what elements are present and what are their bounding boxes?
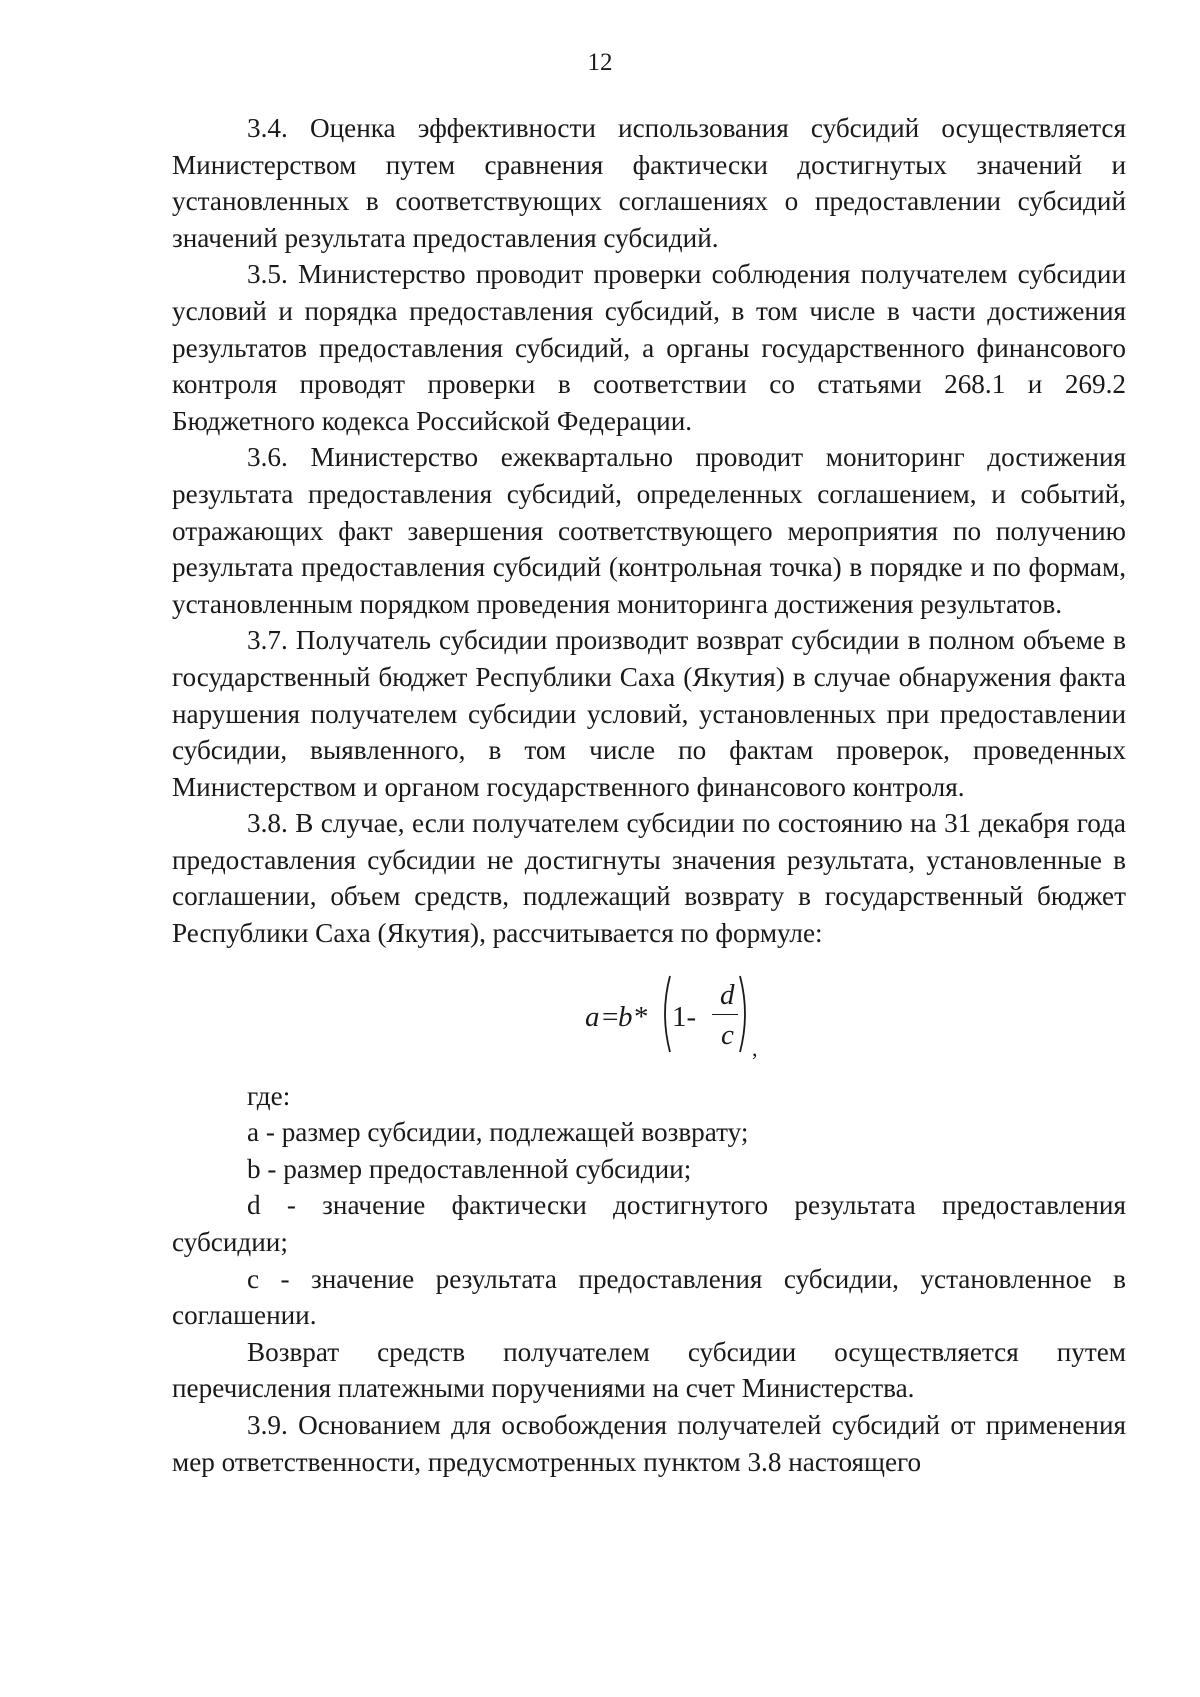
paragraph-3-8: 3.8. В случае, если получателем субсидии по состоянию на 31 декабря года предоставления субсидии не достигнуты значения результата, установленные в соглашении, объем средств, подлежащий возврату в государственный бюджет Республики Саха (Якутия), рассчитывается по формуле: <box>172 808 1126 949</box>
paragraph-3-6: 3.6. Министерство ежеквартально проводит мониторинг достижения результата предоставления субсидий, определенных соглашением, и событий, отражающих факт завершения соответствующего мероприятия по получению результата предоставления субсидий (контрольная точка) в порядке и по формам, установленным порядком проведения мониторинга достижения результатов. <box>172 442 1126 619</box>
definition-d: d - значение фактически достигнутого результата предоставления субсидии; <box>172 1190 1126 1258</box>
formula-numerator: d <box>720 978 735 1011</box>
formula-one-minus: 1- <box>672 1000 697 1033</box>
definition-a: a - размер субсидии, подлежащей возврату; <box>247 1117 749 1148</box>
fraction-bar <box>712 1014 738 1016</box>
document-body <box>172 110 1126 1480</box>
paragraph-3-5: 3.5. Министерство проводит проверки соблюдения получателем субсидии условий и порядка предоставления субсидий, в том числе в части достижения результатов предоставления субсидий, а органы государственного финансового контроля проводят проверки в соответствии со статьями 268.1 и 269.2 Бюджетного кодекса Российской Федерации. <box>172 259 1126 436</box>
where-label: где: <box>247 1080 291 1111</box>
formula-times: * <box>634 1000 649 1033</box>
definition-c: c - значение результата предоставления субсидии, установленное в соглашении. <box>172 1263 1126 1331</box>
refund-formula <box>172 952 1126 1078</box>
formula-lhs: a <box>585 1000 600 1033</box>
page-number: 12 <box>587 49 613 76</box>
paragraph-3-4: 3.4. Оценка эффективности использования субсидий осуществляется Министерством путем сравнения фактически достигнутых значений и установленных в соответствующих соглашениях о предоставлении субсидий значений результата предоставления субсидий. <box>172 113 1126 253</box>
left-parenthesis <box>658 974 672 1054</box>
formula-b: b <box>618 1000 633 1033</box>
paragraph-3-9: 3.9. Основанием для освобождения получателей субсидий от применения мер ответственности, предусмотренных пунктом 3.8 настоящего <box>172 1410 1126 1477</box>
formula-comma: , <box>752 1035 758 1061</box>
formula-equals: = <box>602 1000 619 1033</box>
paragraph-3-7: 3.7. Получатель субсидии производит возврат субсидии в полном объеме в государственный бюджет Республики Саха (Якутия) в случае обнаружения факта нарушения получателем субсидии условий, установленных при предоставлении субсидии, выявленного, в том числе по фактам проверок, проведенных Министерством и органом государственного финансового контроля. <box>172 625 1126 802</box>
right-parenthesis <box>738 974 752 1054</box>
formula-denominator: c <box>721 1018 734 1051</box>
definition-b: b - размер предоставленной субсидии; <box>247 1153 692 1184</box>
refund-method-paragraph: Возврат средств получателем субсидии осуществляется путем перечисления платежными поручениями на счет Министерства. <box>172 1336 1126 1404</box>
